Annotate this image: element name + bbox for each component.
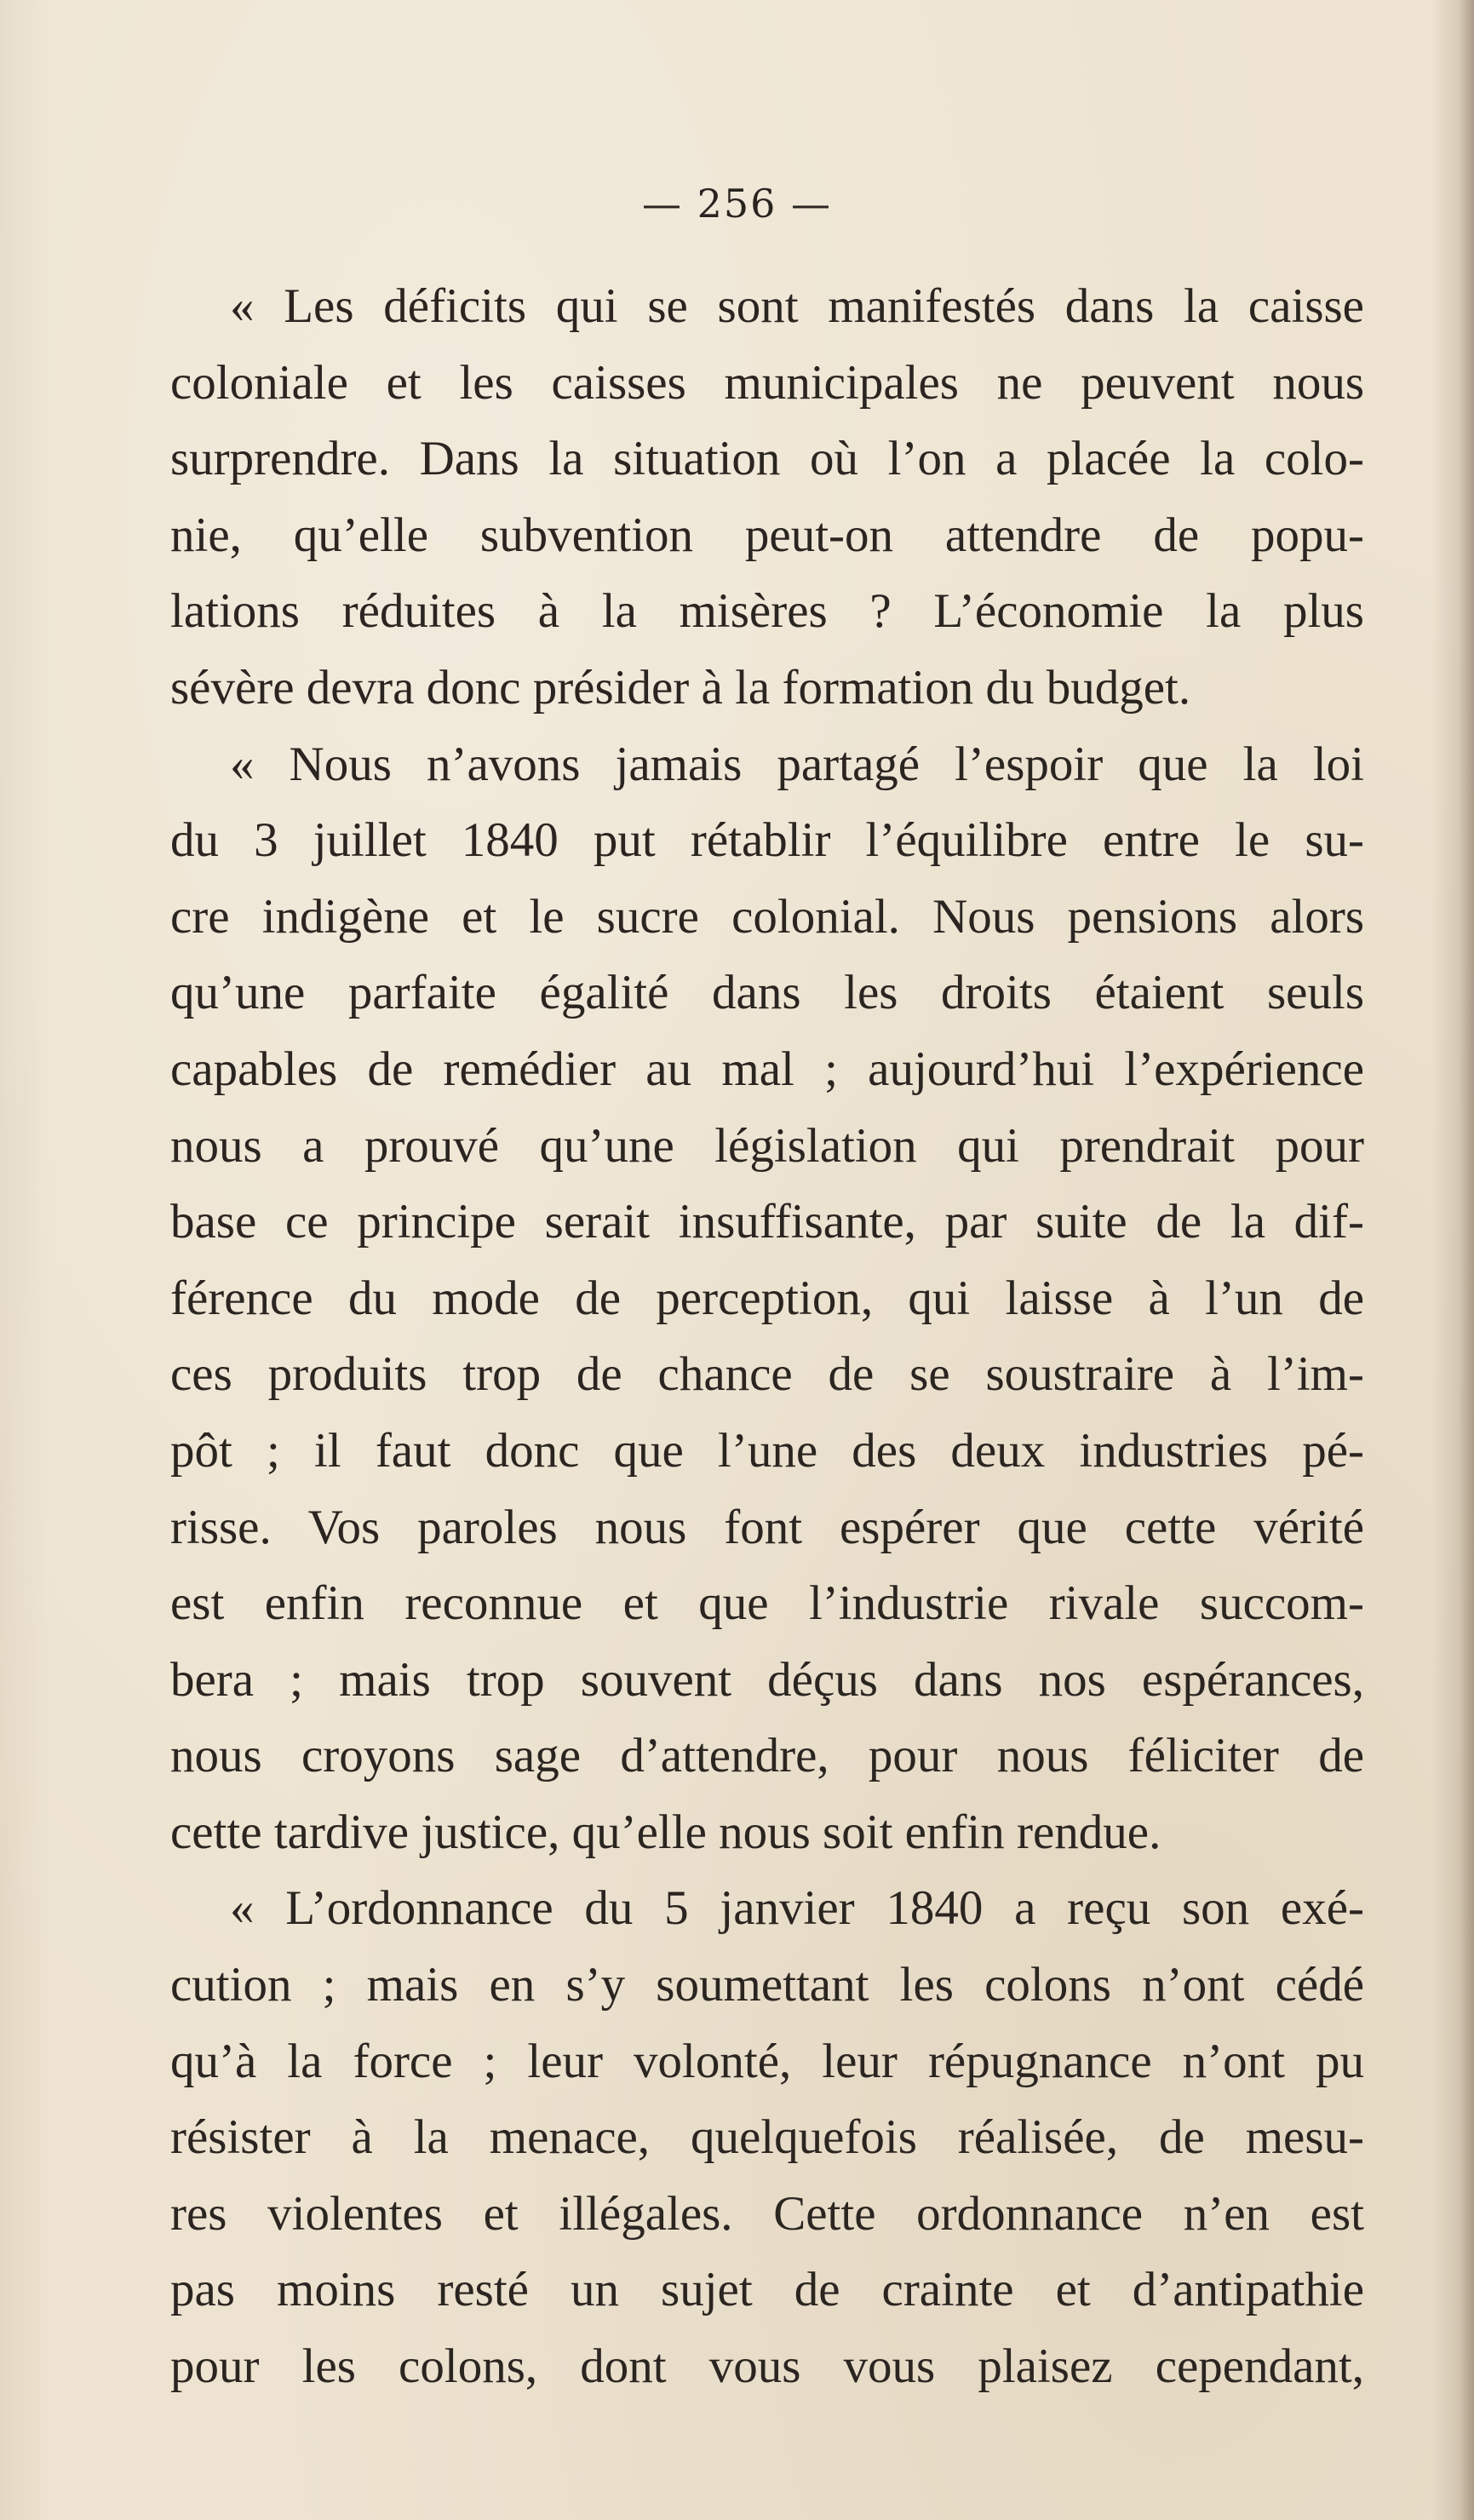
text-line: férence du mode de perception, qui laisse à l’un de bbox=[170, 1271, 1364, 1325]
text-line: qu’une parfaite égalité dans les droits étaient seuls bbox=[170, 966, 1364, 1020]
text-line: cution ; mais en s’y soumettant les colons n’ont cédé bbox=[170, 1958, 1364, 2012]
text-line: cette tardive justice, qu’elle nous soit enfin rendue. bbox=[170, 1805, 1161, 1859]
text-line: « Les déficits qui se sont manifestés dans la caisse bbox=[230, 279, 1364, 333]
body-text bbox=[170, 268, 1364, 2405]
text-line: « L’ordonnance du 5 janvier 1840 a reçu son exé- bbox=[230, 1881, 1364, 1936]
text-line: surprendre. Dans la situation où l’on a placée la colo- bbox=[170, 432, 1364, 486]
text-line: pôt ; il faut donc que l’une des deux industries pé- bbox=[170, 1423, 1364, 1478]
text-line: nie, qu’elle subvention peut-on attendre de popu- bbox=[170, 508, 1364, 562]
text-line: nous a prouvé qu’une législation qui prendrait pour bbox=[170, 1118, 1364, 1173]
text-line: du 3 juillet 1840 put rétablir l’équilibre entre le su- bbox=[170, 813, 1364, 868]
text-line: coloniale et les caisses municipales ne peuvent nous bbox=[170, 355, 1364, 410]
text-line: ces produits trop de chance de se soustraire à l’im- bbox=[170, 1347, 1364, 1402]
text-line: est enfin reconnue et que l’industrie rivale succom- bbox=[170, 1576, 1364, 1631]
text-line: cre indigène et le sucre colonial. Nous pensions alors bbox=[170, 889, 1364, 944]
text-line: résister à la menace, quelquefois réalisée, de mesu- bbox=[170, 2110, 1364, 2165]
text-line: pour les colons, dont vous vous plaisez cependant, bbox=[170, 2339, 1364, 2394]
text-line: bera ; mais trop souvent déçus dans nos espérances, bbox=[170, 1652, 1364, 1707]
text-line: capables de remédier au mal ; aujourd’hui l’expérience bbox=[170, 1042, 1364, 1096]
text-line: qu’à la force ; leur volonté, leur répugnance n’ont pu bbox=[170, 2034, 1364, 2088]
page-number: — 256 — bbox=[641, 181, 833, 227]
text-line: risse. Vos paroles nous font espérer que cette vérité bbox=[170, 1500, 1364, 1554]
text-line: sévère devra donc présider à la formation du budget. bbox=[170, 660, 1191, 715]
text-line: pas moins resté un sujet de crainte et d’antipathie bbox=[170, 2263, 1364, 2317]
text-line: nous croyons sage d’attendre, pour nous féliciter de bbox=[170, 1729, 1364, 1783]
text-line: « Nous n’avons jamais partagé l’espoir que la loi bbox=[230, 737, 1364, 791]
text-line: res violentes et illégales. Cette ordonnance n’en est bbox=[170, 2186, 1364, 2241]
text-line: base ce principe serait insuffisante, par suite de la dif- bbox=[170, 1195, 1364, 1249]
text-line: lations réduites à la misères ? L’économie la plus bbox=[170, 584, 1364, 639]
